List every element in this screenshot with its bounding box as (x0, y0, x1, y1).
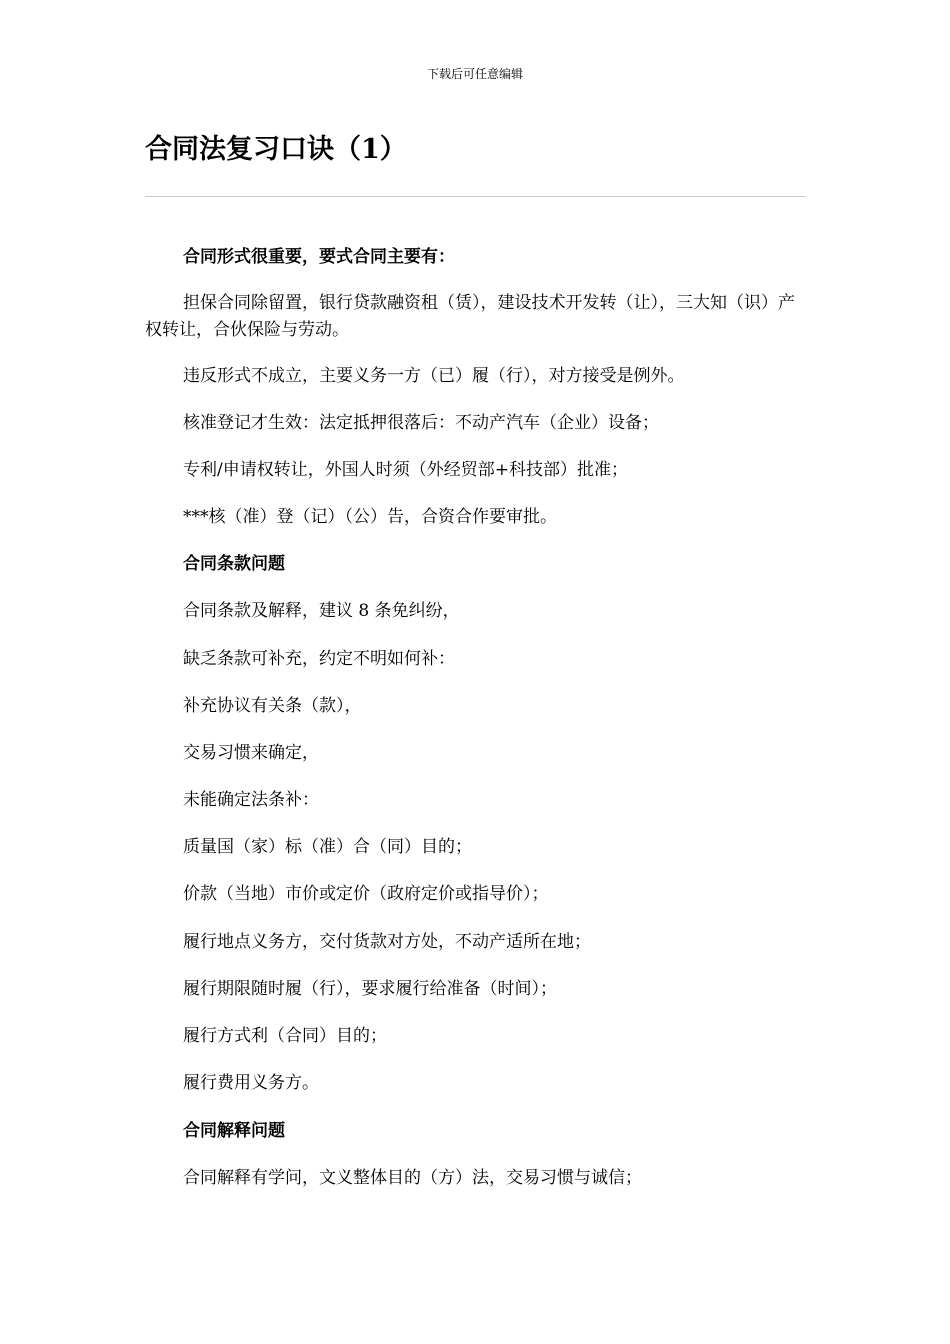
paragraph-interpretation: 合同解释有学问，文义整体目的（方）法，交易习惯与诚信； (183, 1168, 642, 1188)
terms-line: 履行期限随时履（行），要求履行给准备（时间）； (183, 979, 557, 999)
terms-line: 缺乏条款可补充，约定不明如何补： (183, 649, 455, 669)
terms-line: 履行地点义务方，交付货款对方处，不动产适所在地； (183, 932, 591, 952)
title-divider (145, 196, 806, 197)
terms-line: 价款（当地）市价或定价（政府定价或指导价）； (183, 884, 549, 904)
terms-line: 合同条款及解释，建议 8 条免纠纷， (183, 601, 460, 621)
paragraph-form-4: 专利/申请权转让，外国人时须（外经贸部+科技部）批准； (183, 460, 628, 480)
section-heading-form: 合同形式很重要，要式合同主要有： (183, 247, 455, 267)
terms-line: 补充协议有关条（款）， (183, 696, 362, 716)
header-note: 下载后可任意编辑 (426, 67, 523, 81)
paragraph-form-2: 违反形式不成立，主要义务一方（已）履（行），对方接受是例外。 (183, 366, 685, 386)
paragraph-form-3: 核准登记才生效：法定抵押很落后：不动产汽车（企业）设备； (183, 413, 659, 433)
terms-line: 未能确定法条补： (183, 790, 319, 810)
terms-line: 交易习惯来确定， (183, 743, 319, 763)
paragraph-form-5: ***核（准）登（记）（公）告，合资合作要审批。 (183, 507, 557, 527)
section-heading-terms: 合同条款问题 (183, 554, 285, 574)
paragraph-form-1: 担保合同除留置，银行贷款融资租（赁），建设技术开发转（让），三大知（识）产权转让，合伙保险与劳动。 (145, 293, 795, 340)
section-heading-interpretation: 合同解释问题 (183, 1121, 285, 1141)
terms-line: 履行费用义务方。 (183, 1073, 319, 1093)
terms-line: 履行方式利（合同）目的； (183, 1026, 387, 1046)
document-title: 合同法复习口诀（1） (145, 134, 407, 165)
terms-line: 质量国（家）标（准）合（同）目的； (183, 837, 472, 857)
